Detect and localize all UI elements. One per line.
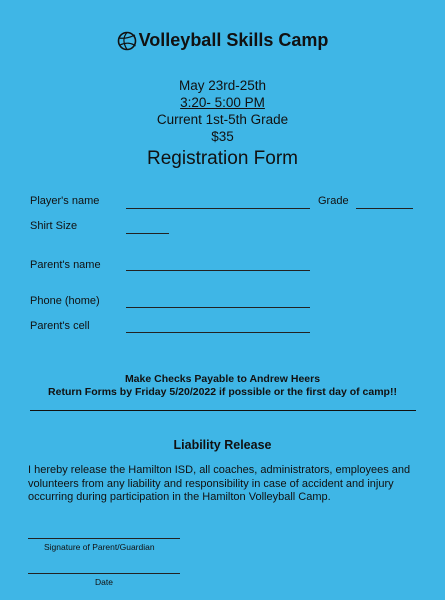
- grade-field[interactable]: [356, 208, 413, 209]
- liability-heading: Liability Release: [173, 438, 272, 452]
- title-text: Volleyball Skills Camp: [138, 30, 329, 50]
- phone-home-label: Phone (home): [30, 295, 100, 307]
- parent-signature-field[interactable]: [28, 538, 180, 539]
- section-divider: [30, 410, 416, 411]
- form-heading: Registration Form: [147, 148, 298, 169]
- parent-cell-label: Parent's cell: [30, 320, 90, 332]
- event-time: 3:20- 5:00 PM: [180, 95, 265, 110]
- event-dates: May 23rd-25th: [178, 78, 267, 93]
- date-field[interactable]: [28, 573, 180, 574]
- parent-cell-field[interactable]: [126, 332, 310, 333]
- event-price: $35: [211, 129, 234, 144]
- grade-label: Grade: [318, 195, 349, 207]
- shirt-size-label: Shirt Size: [30, 220, 78, 232]
- parent-name-field[interactable]: [126, 270, 310, 271]
- shirt-size-field[interactable]: [126, 233, 169, 234]
- checks-notice: Make Checks Payable to Andrew Heers: [124, 373, 321, 385]
- parent-signature-label: Signature of Parent/Guardian: [44, 542, 155, 552]
- player-name-field[interactable]: [126, 208, 310, 209]
- volleyball-icon: [117, 30, 139, 50]
- parent-name-label: Parent's name: [30, 259, 101, 271]
- liability-text: I hereby release the Hamilton ISD, all coaches, administrators, employees and volunteers from any liability and responsibility in case of accident and injury occurring during participation in the Hamilton Volleyball Camp.: [28, 464, 411, 503]
- camp-title: [0, 30, 445, 51]
- event-grades: Current 1st-5th Grade: [156, 112, 289, 127]
- return-notice: Return Forms by Friday 5/20/2022 if possible or the first day of camp!!: [48, 386, 397, 398]
- date-label: Date: [95, 577, 113, 587]
- phone-home-field[interactable]: [126, 307, 310, 308]
- player-name-label: Player's name: [30, 195, 100, 207]
